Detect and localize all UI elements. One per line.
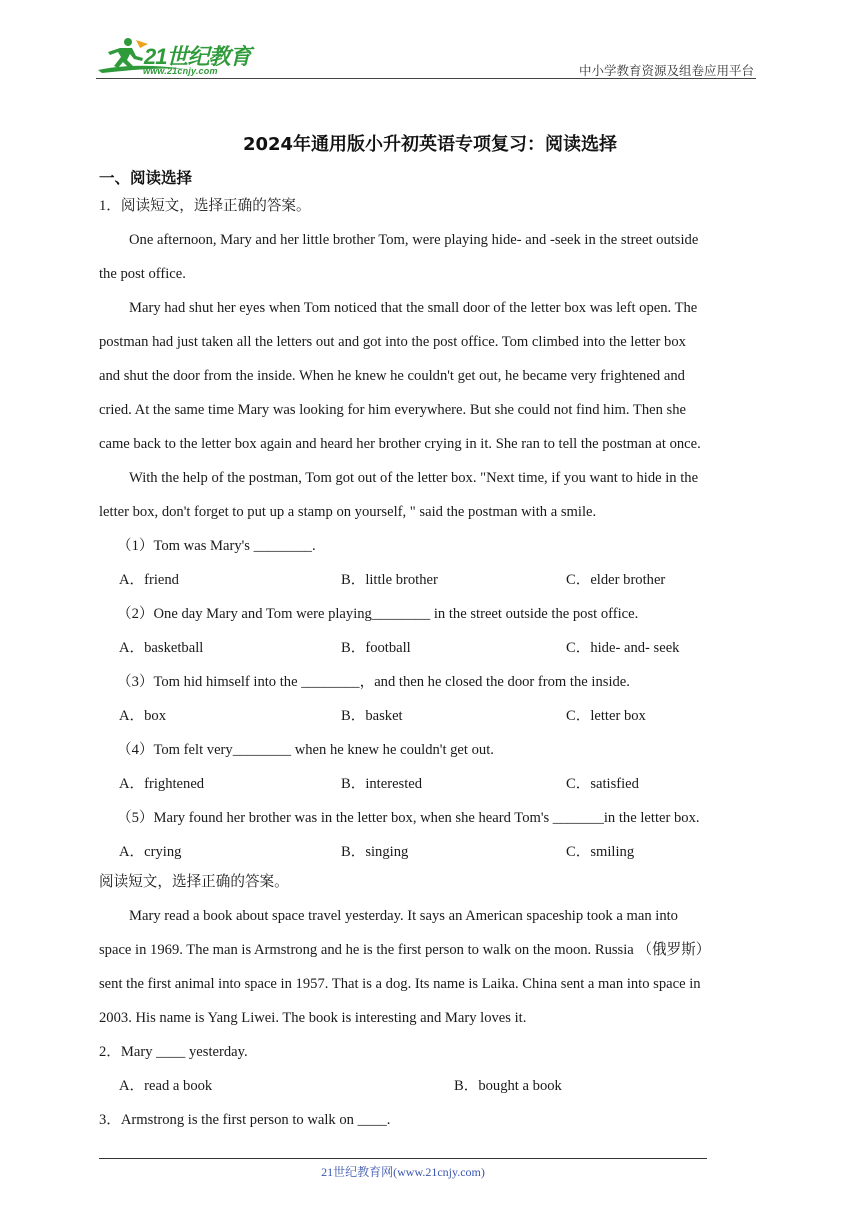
option-a[interactable]: A．basketball	[119, 640, 204, 656]
passage-line: space in 1969. The man is Armstrong and he is the first person to walk on the moon. Russia （俄罗斯）	[99, 942, 711, 958]
option-a[interactable]: A．read a book	[119, 1078, 213, 1094]
question-stem: （5）Mary found her brother was in the letter box, when she heard Tom's _______in the letter box.	[117, 810, 700, 826]
option-c[interactable]: C．elder brother	[566, 572, 666, 588]
option-b[interactable]: B．singing	[341, 844, 409, 860]
question-stem: （1）Tom was Mary's ________.	[117, 538, 316, 554]
question-stem: （3）Tom hid himself into the ________，and then he closed the door from the inside.	[117, 674, 630, 690]
option-c[interactable]: C．smiling	[566, 844, 635, 860]
option-a[interactable]: A．frightened	[119, 776, 205, 792]
footer-divider	[99, 1158, 707, 1159]
logo-brand: 21世纪教育	[144, 44, 251, 69]
option-a[interactable]: A．box	[119, 708, 167, 724]
question-stem: 3．Armstrong is the first person to walk on ____.	[99, 1112, 391, 1128]
document-title: 2024年通用版小升初英语专项复习：阅读选择	[242, 134, 618, 155]
platform-label: 中小学教育资源及组卷应用平台	[578, 64, 754, 78]
logo-url: www.21cnjy.com	[143, 66, 218, 76]
option-c[interactable]: C．satisfied	[566, 776, 639, 792]
option-c[interactable]: C．hide- and- seek	[566, 640, 680, 656]
option-b[interactable]: B．interested	[341, 776, 423, 792]
passage-line: One afternoon, Mary and her little brother Tom, were playing hide- and -seek in the street outside	[129, 232, 699, 248]
passage-line: came back to the letter box again and heard her brother crying in it. She ran to tell the postman at once.	[99, 436, 701, 452]
question-stem: 2．Mary ____ yesterday.	[99, 1044, 248, 1060]
passage-line: Mary read a book about space travel yesterday. It says an American spaceship took a man into	[129, 908, 678, 924]
option-b[interactable]: B．football	[341, 640, 411, 656]
section-heading: 一、阅读选择	[99, 169, 193, 187]
option-a[interactable]: A．crying	[119, 844, 182, 860]
passage-line: With the help of the postman, Tom got out of the letter box. "Next time, if you want to hide in the	[129, 470, 699, 486]
passage-line: letter box, don't forget to put up a stamp on yourself, " said the postman with a smile.	[99, 504, 597, 520]
option-b[interactable]: B．basket	[341, 708, 403, 724]
passage-line: the post office.	[99, 266, 186, 282]
question-stem: （2）One day Mary and Tom were playing________ in the street outside the post office.	[117, 606, 639, 622]
passage2-instruction: 阅读短文，选择正确的答案。	[99, 874, 289, 890]
footer-source[interactable]: 21世纪教育网(www.21cnjy.com)	[321, 1165, 485, 1179]
header-divider	[96, 78, 756, 79]
option-a[interactable]: A．friend	[119, 572, 179, 588]
passage-line: Mary had shut her eyes when Tom noticed that the small door of the letter box was left open. The	[129, 300, 698, 316]
option-c[interactable]: C．letter box	[566, 708, 646, 724]
question-stem: （4）Tom felt very________ when he knew he couldn't get out.	[117, 742, 494, 758]
passage-line: postman had just taken all the letters out and got into the post office. Tom climbed into the letter box	[99, 334, 686, 350]
passage-line: 2003. His name is Yang Liwei. The book is interesting and Mary loves it.	[99, 1010, 527, 1026]
passage-line: sent the first animal into space in 1957. That is a dog. Its name is Laika. China sent a man into space in	[99, 976, 701, 992]
q1-instruction: 1．阅读短文，选择正确的答案。	[99, 198, 311, 214]
option-b[interactable]: B．bought a book	[454, 1078, 562, 1094]
passage-line: and shut the door from the inside. When he knew he couldn't get out, he became very frightened and	[99, 368, 685, 384]
option-b[interactable]: B．little brother	[341, 572, 438, 588]
page-header	[96, 30, 756, 80]
passage-line: cried. At the same time Mary was looking for him everywhere. But she could not find him. Then she	[99, 402, 686, 418]
logo	[96, 36, 261, 78]
